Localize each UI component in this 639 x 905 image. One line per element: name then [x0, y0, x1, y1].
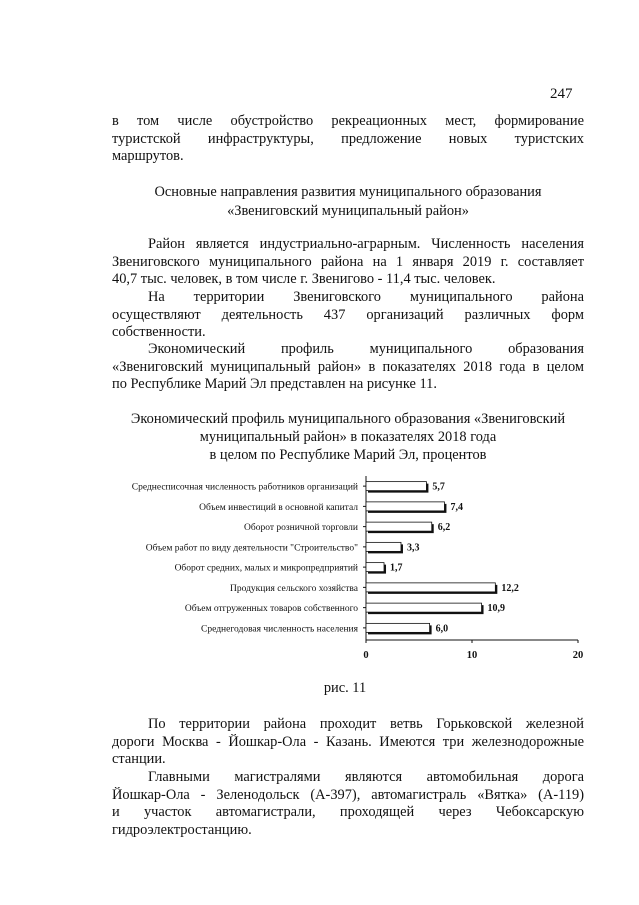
category-label: Среднесписочная численность работников организаций: [131, 482, 358, 493]
figure-caption: рис. 11: [323, 680, 367, 696]
text-line: дороги Москва - Йошкар-Ола - Казань. Имеются три железнодорожные: [112, 733, 584, 750]
bar: [366, 623, 430, 632]
bar: [366, 603, 482, 612]
chart-title-line: муниципальный район» в показателях 2018 года: [199, 429, 497, 445]
text-line: Звениговского муниципального района на 1 января 2019 г. составляет: [112, 253, 584, 270]
data-label: 6,0: [435, 623, 449, 635]
text-line: маршрутов.: [112, 148, 184, 164]
x-tick-label: 10: [466, 650, 478, 661]
page-number: 247: [550, 86, 573, 102]
text-line: и участок автомагистрали, проходящей через Чебоксарскую: [112, 804, 584, 820]
data-label: 3,3: [406, 542, 420, 554]
data-label: 7,4: [450, 501, 463, 513]
text-line: собственности.: [112, 324, 206, 340]
text-line: по Республике Марий Эл представлен на рисунке 11.: [112, 376, 437, 392]
bar: [366, 542, 401, 551]
text-line: Район является индустриально-аграрным. Численность населения: [148, 236, 584, 252]
bar: [366, 583, 495, 592]
category-label: Среднегодовая численность населения: [201, 624, 358, 635]
category-label: Оборот розничной торговли: [244, 523, 358, 534]
text-line: На территории Звениговского муниципального района: [148, 289, 584, 305]
heading-line: Основные направления развития муниципального образования: [154, 184, 542, 200]
bar: [366, 482, 426, 491]
x-tick-label: 20: [572, 650, 584, 661]
data-label: 10,9: [487, 603, 506, 615]
data-label: 6,2: [437, 522, 451, 534]
data-label: 1,7: [390, 562, 403, 574]
category-label: Продукция сельского хозяйства: [230, 583, 358, 594]
chart-title-line: в целом по Республике Марий Эл, процентов: [209, 447, 487, 463]
category-label: Объем работ по виду деятельности "Строительство": [145, 543, 358, 554]
text-line: туристской инфраструктуры, предложение новых туристских: [112, 130, 584, 147]
x-tick-label: 0: [363, 650, 369, 661]
chart-title-line: Экономический профиль муниципального образования «Звениговский: [130, 411, 566, 427]
bar: [366, 502, 444, 511]
text-line: станции.: [112, 751, 166, 767]
category-label: Оборот средних, малых и микропредприятий: [174, 563, 358, 574]
text-line: Экономический профиль муниципального образования: [148, 341, 584, 357]
category-label: Объем инвестиций в основной капитал: [199, 502, 358, 513]
paragraph-highways: [112, 769, 584, 839]
category-label: Объем отгруженных товаров собственного: [184, 604, 358, 615]
heading-line: «Звениговский муниципальный район»: [227, 203, 469, 219]
text-line: осуществляют деятельность 437 организаций различных форм: [112, 306, 584, 323]
text-line: Главными магистралями являются автомобильная дорога: [148, 769, 584, 785]
data-label: 12,2: [501, 582, 519, 594]
text-line: в том числе обустройство рекреационных мест, формирование: [112, 113, 584, 129]
text-line: По территории района проходит ветвь Горьковской железной: [148, 716, 584, 732]
text-line: гидроэлектростанцию.: [112, 821, 252, 838]
bar: [366, 563, 384, 572]
bar: [366, 522, 432, 531]
text-line: Йошкар-Ола - Зеленодольск (А-397), автомагистраль «Вятка» (А-119): [112, 786, 584, 803]
paragraph-railway: [112, 716, 584, 769]
text-line: 40,7 тыс. человек, в том числе г. Звенигово - 11,4 тыс. человек.: [112, 271, 496, 287]
data-label: 5,7: [432, 481, 445, 493]
text-line: «Звениговский муниципальный район» в показателях 2018 года в целом: [112, 358, 584, 375]
